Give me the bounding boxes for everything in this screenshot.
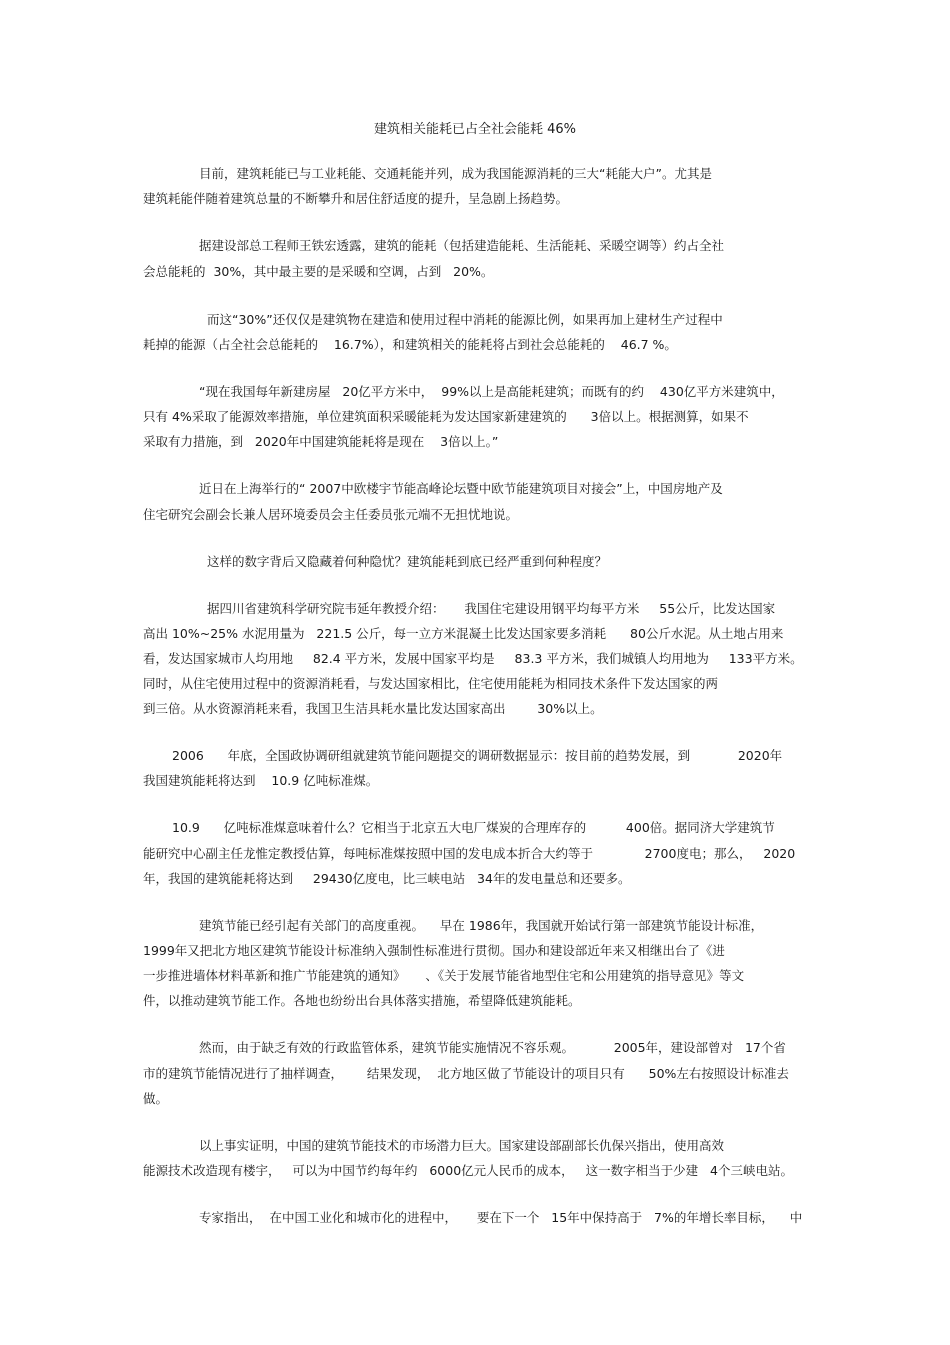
paragraph-7-line-4: 同时，从住宅使用过程中的资源消耗看，与发达国家相比，住宅使用能耗为相同技术条件下发达国家的两 xyxy=(143,676,719,691)
paragraph-10-line-1: 建筑节能已经引起有关部门的高度重视。 早在 1986年，我国就开始试行第一部建筑节能设计标准， xyxy=(199,918,764,933)
document-title: 建筑相关能耗已占全社会能耗 46% xyxy=(373,122,577,137)
paragraph-7-line-5: 到三倍。从水资源消耗来看，我国卫生洁具耗水量比发达国家高出 30%以上。 xyxy=(143,701,603,716)
paragraph-1-line-2: 建筑耗能伴随着建筑总量的不断攀升和居住舒适度的提升，呈急剧上扬趋势。 xyxy=(143,191,569,206)
paragraph-9-line-1: 10.9 亿吨标准煤意味着什么？它相当于北京五大电厂煤炭的合理库存的 400倍。据同济大学建筑节 xyxy=(172,820,775,835)
paragraph-10-line-2: 1999年又把北方地区建筑节能设计标准纳入强制性标准进行贯彻。国办和建设部近年来又相继出台了《进 xyxy=(143,943,725,958)
paragraph-10-line-4: 件，以推动建筑节能工作。各地也纷纷出台具体落实措施，希望降低建筑能耗。 xyxy=(143,993,581,1008)
paragraph-12-line-2: 能源技术改造现有楼宇， 可以为中国节约每年约 6000亿元人民币的成本， 这一数字相当于少建 4个三峡电站。 xyxy=(143,1163,793,1178)
paragraph-9-line-3: 年，我国的建筑能耗将达到 29430亿度电，比三峡电站 34年的发电量总和还要多。 xyxy=(143,871,631,886)
paragraph-7-line-1: 据四川省建筑科学研究院韦延年教授介绍： 我国住宅建设用钢平均每平方米 55公斤，比发达国家 xyxy=(207,601,776,616)
paragraph-12-line-1: 以上事实证明，中国的建筑节能技术的市场潜力巨大。国家建设部副部长仇保兴指出，使用高效 xyxy=(199,1138,725,1153)
paragraph-8-line-1: 2006 年底，全国政协调研组就建筑节能问题提交的调研数据显示：按目前的趋势发展，到 2020年 xyxy=(172,748,783,763)
paragraph-10-line-3: 一步推进墙体材料革新和推广节能建筑的通知》 、《关于发展节能省地型住宅和公用建筑的指导意见》等文 xyxy=(143,968,745,983)
paragraph-11-line-2: 市的建筑节能情况进行了抽样调查， 结果发现， 北方地区做了节能设计的项目只有 50%左右按照设计标准去 xyxy=(143,1066,789,1081)
paragraph-4-line-3: 采取有力措施，到 2020年中国建筑能耗将是现在 3倍以上。” xyxy=(143,434,499,449)
paragraph-11-line-3: 做。 xyxy=(143,1091,169,1106)
paragraph-8-line-2: 我国建筑能耗将达到 10.9 亿吨标准煤。 xyxy=(143,773,379,788)
paragraph-4-line-1: “现在我国每年新建房屋 20亿平方米中， 99%以上是高能耗建筑；而既有的约 430亿平方米建筑中， xyxy=(199,384,784,399)
paragraph-4-line-2: 只有 4%采取了能源效率措施，单位建筑面积采暖能耗为发达国家新建建筑的 3倍以上。根据测算，如果不 xyxy=(143,409,749,424)
paragraph-13-line-1: 专家指出， 在中国工业化和城市化的进程中， 要在下一个 15年中保持高于 7%的年增长率目标， 中 xyxy=(199,1210,803,1225)
paragraph-2-line-1: 据建设部总工程师王铁宏透露，建筑的能耗（包括建造能耗、生活能耗、采暖空调等）约占全社 xyxy=(199,238,725,253)
paragraph-7-line-2: 高出 10%~25% 水泥用量为 221.5 公斤，每一立方米混凝土比发达国家要多消耗 80公斤水泥。从土地占用来 xyxy=(143,626,784,641)
paragraph-2-line-2: 会总能耗的 30%，其中最主要的是采暖和空调，占到 20%。 xyxy=(143,264,494,279)
paragraph-3-line-1: 而这“30%”还仅仅是建筑物在建造和使用过程中消耗的能源比例，如果再加上建材生产过程中 xyxy=(207,312,723,327)
paragraph-1-line-1: 目前，建筑耗能已与工业耗能、交通耗能并列，成为我国能源消耗的三大“耗能大户”。尤其是 xyxy=(199,166,712,181)
paragraph-3-line-2: 耗掉的能源（占全社会总能耗的 16.7%），和建筑相关的能耗将占到社会总能耗的 46.7 %。 xyxy=(143,337,677,352)
paragraph-5-line-1: 近日在上海举行的“ 2007中欧楼宇节能高峰论坛暨中欧节能建筑项目对接会”上，中国房地产及 xyxy=(199,481,723,496)
paragraph-9-line-2: 能研究中心副主任龙惟定教授估算，每吨标准煤按照中国的发电成本折合大约等于 2700度电；那么， 2020 xyxy=(143,846,796,861)
paragraph-5-line-2: 住宅研究会副会长兼人居环境委员会主任委员张元端不无担忧地说。 xyxy=(143,507,519,522)
paragraph-7-line-3: 看，发达国家城市人均用地 82.4 平方米，发展中国家平均是 83.3 平方米，我们城镇人均用地为 133平方米。 xyxy=(143,651,803,666)
paragraph-6-line-1: 这样的数字背后又隐藏着何种隐忧？建筑能耗到底已经严重到何种程度？ xyxy=(207,554,608,569)
paragraph-11-line-1: 然而，由于缺乏有效的行政监管体系，建筑节能实施情况不容乐观。 2005年，建设部曾对 17个省 xyxy=(199,1040,786,1055)
